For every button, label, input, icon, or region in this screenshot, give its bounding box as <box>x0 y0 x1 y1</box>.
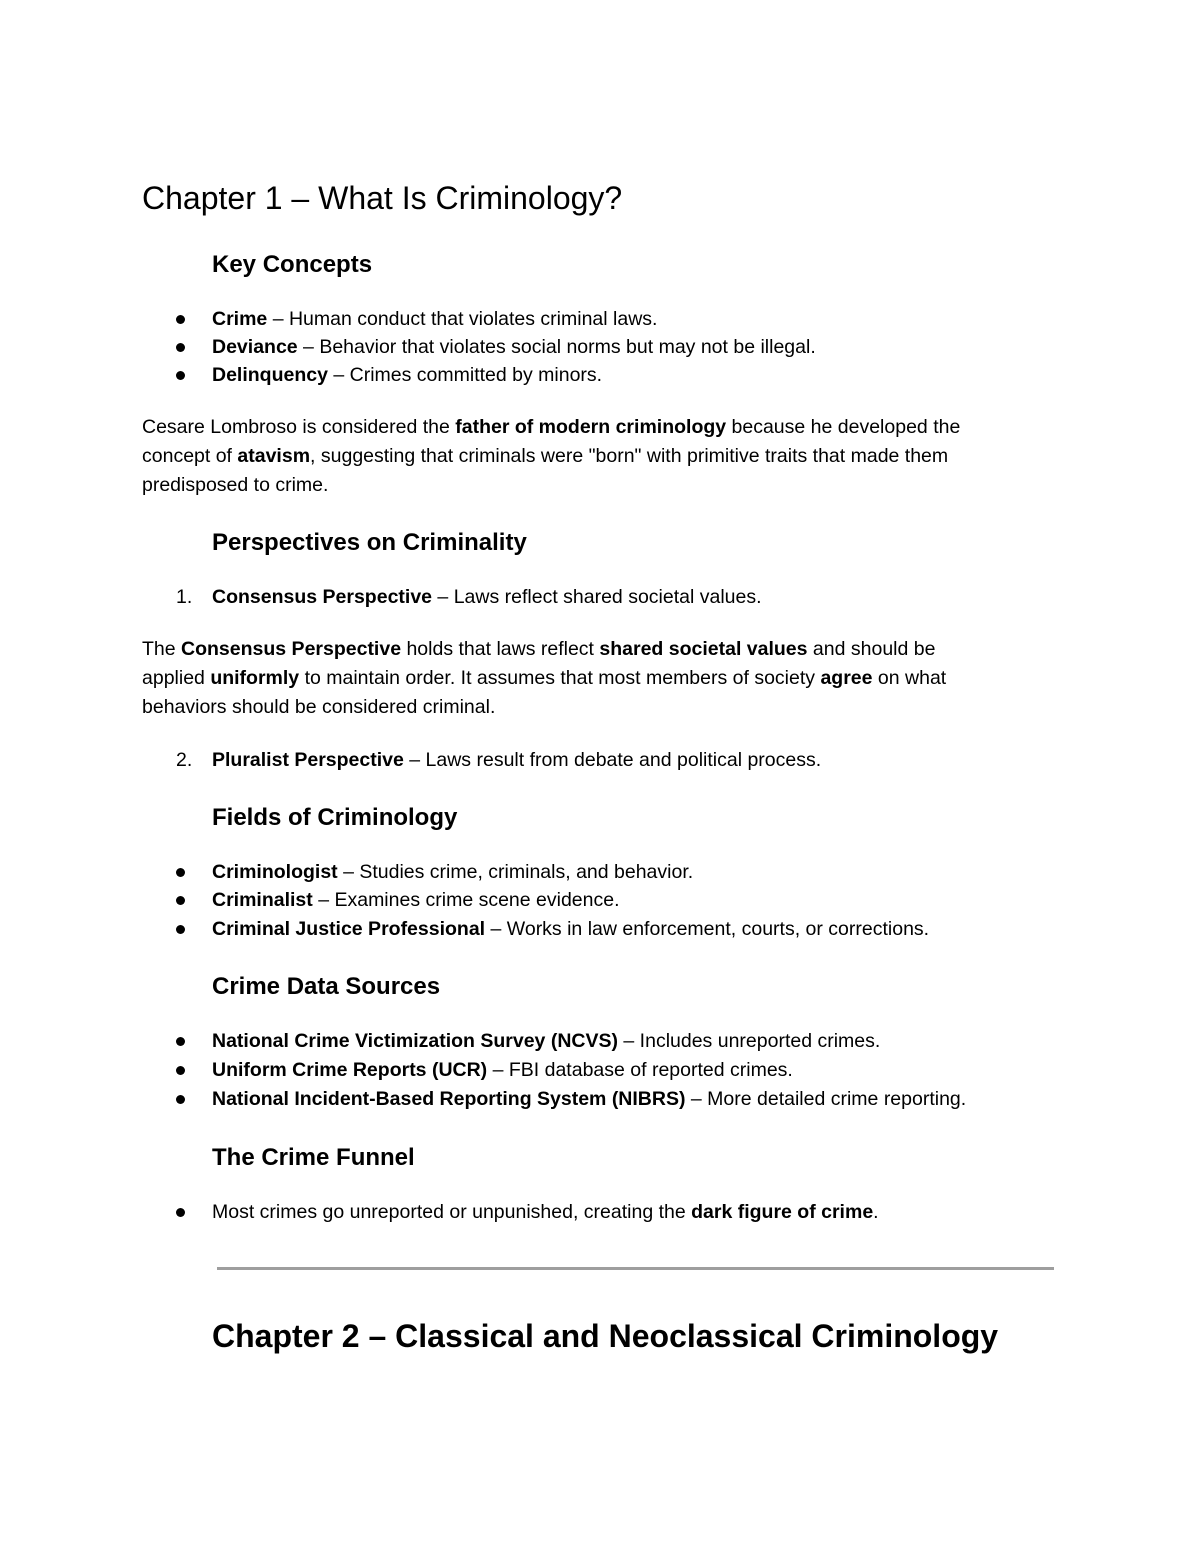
text-run: The <box>142 638 182 660</box>
bullet-icon <box>176 315 185 324</box>
term: Consensus Perspective <box>212 586 433 608</box>
term: Deviance <box>212 336 298 358</box>
bullet-icon <box>176 371 185 380</box>
text-run: holds that laws reflect <box>401 638 600 660</box>
bold-run: atavism <box>237 445 311 467</box>
text-run: Cesare Lombroso is considered the <box>142 416 456 438</box>
perspectives-heading: Perspectives on Criminality <box>212 529 527 556</box>
lombroso-paragraph <box>142 413 1062 500</box>
definition: – Examines crime scene evidence. <box>312 889 620 911</box>
term: Delinquency <box>212 364 328 386</box>
term: Uniform Crime Reports (UCR) <box>212 1059 488 1081</box>
text-run: and should be <box>807 638 936 660</box>
chapter-2-title: Chapter 2 – Classical and Neoclassical Criminology <box>212 1318 999 1354</box>
text-run: to maintain order. It assumes that most members of society <box>299 667 821 689</box>
text-run: , suggesting that criminals were "born" with primitive traits that made them <box>310 445 949 467</box>
bold-run: Consensus Perspective <box>181 638 402 660</box>
term: National Crime Victimization Survey (NCVS) <box>212 1030 618 1052</box>
definition: – Studies crime, criminals, and behavior. <box>337 861 694 883</box>
text-run: because he developed the <box>726 416 961 438</box>
definition: – Behavior that violates social norms but may not be illegal. <box>297 336 816 358</box>
definition: – More detailed crime reporting. <box>685 1088 967 1110</box>
definition: – Human conduct that violates criminal laws. <box>267 308 658 330</box>
term: Criminalist <box>212 889 313 911</box>
fields-heading: Fields of Criminology <box>212 804 458 831</box>
bold-run: father of modern criminology <box>455 416 727 438</box>
chapter-1-title: Chapter 1 – What Is Criminology? <box>142 180 623 216</box>
data-sources-heading: Crime Data Sources <box>212 973 441 1000</box>
definition: – Laws reflect shared societal values. <box>432 586 762 608</box>
consensus-paragraph <box>142 635 1062 722</box>
bold-run: agree <box>820 667 873 689</box>
bullet-icon <box>176 1037 185 1046</box>
term: Crime <box>212 308 268 330</box>
bullet-icon <box>176 1208 185 1217</box>
term: dark figure of crime <box>691 1201 874 1223</box>
text-run: . <box>873 1201 879 1223</box>
definition: – Includes unreported crimes. <box>618 1030 881 1052</box>
bold-run: shared societal values <box>599 638 808 660</box>
key-concepts-heading: Key Concepts <box>212 251 373 278</box>
text-run: Most crimes go unreported or unpunished, creating the <box>212 1201 692 1223</box>
term: Pluralist Perspective <box>212 749 404 771</box>
list-number: 1. <box>176 586 193 608</box>
text-run: behaviors should be considered criminal. <box>142 696 496 718</box>
term: National Incident-Based Reporting System (NIBRS) <box>212 1088 686 1110</box>
bullet-icon <box>176 1095 185 1104</box>
bullet-icon <box>176 925 185 934</box>
text-run: concept of <box>142 445 238 467</box>
definition: – Laws result from debate and political process. <box>403 749 822 771</box>
term: Criminal Justice Professional <box>212 918 486 940</box>
crime-funnel-heading: The Crime Funnel <box>212 1144 415 1171</box>
text-run: applied <box>142 667 211 689</box>
text-run: predisposed to crime. <box>142 474 329 496</box>
term: Criminologist <box>212 861 338 883</box>
bullet-icon <box>176 1066 185 1075</box>
definition: – Works in law enforcement, courts, or corrections. <box>485 918 930 940</box>
definition: – Crimes committed by minors. <box>327 364 603 386</box>
list-number: 2. <box>176 749 193 771</box>
bullet-icon <box>176 343 185 352</box>
bullet-icon <box>176 868 185 877</box>
horizontal-rule <box>217 1267 1054 1270</box>
bold-run: uniformly <box>210 667 300 689</box>
text-run: on what <box>872 667 947 689</box>
definition: – FBI database of reported crimes. <box>487 1059 793 1081</box>
bullet-icon <box>176 896 185 905</box>
